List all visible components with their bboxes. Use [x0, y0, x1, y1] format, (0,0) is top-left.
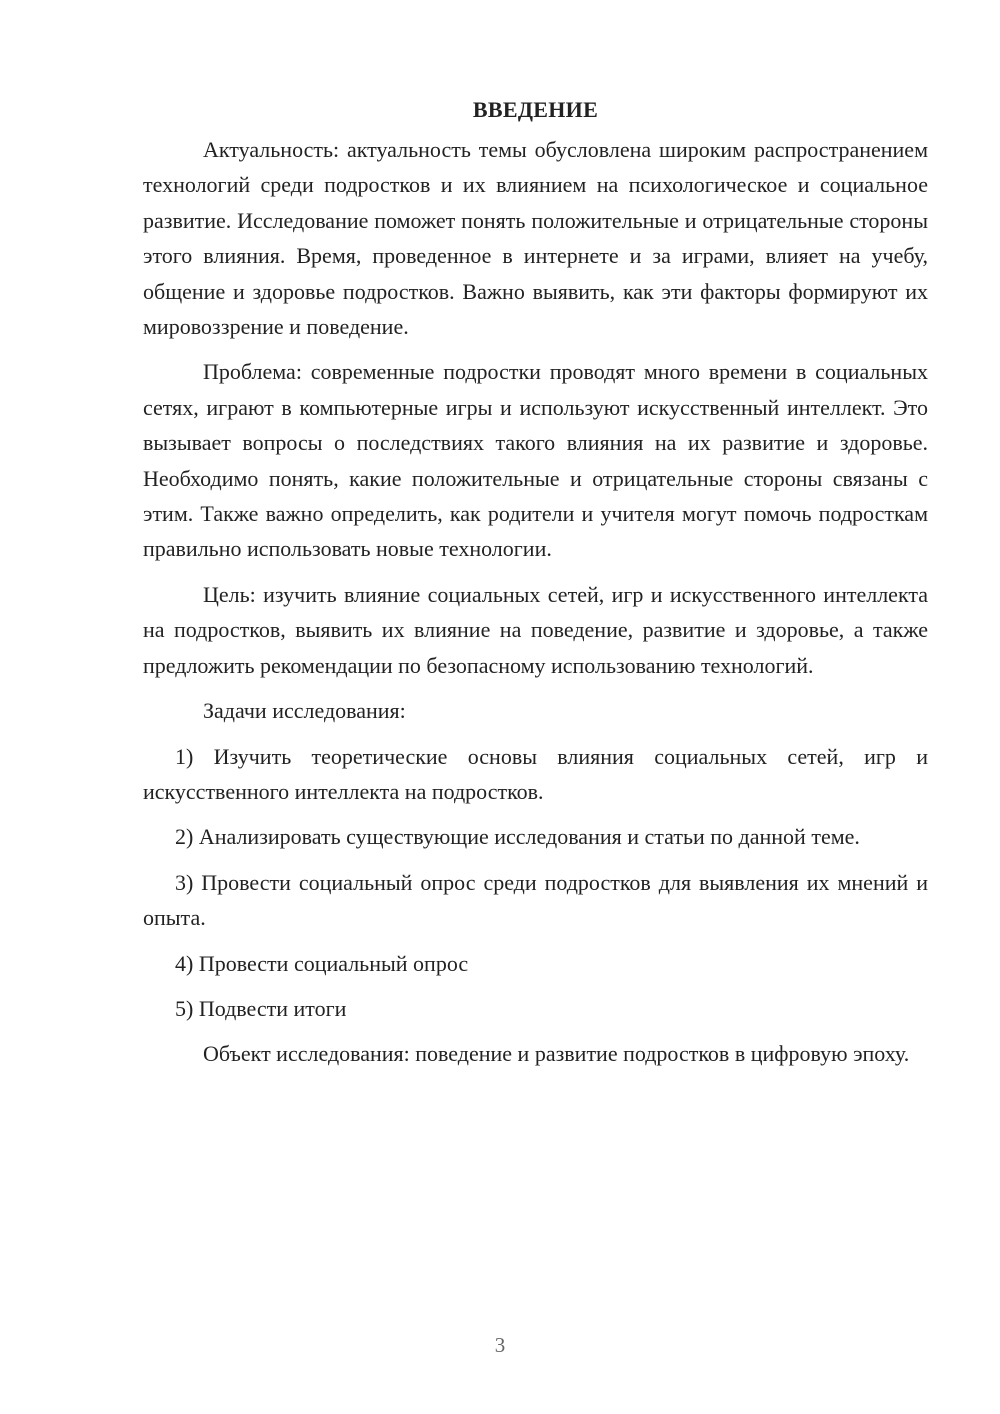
task-item-3: 3) Провести социальный опрос среди подростков для выявления их мнений и опыта.	[143, 869, 928, 931]
tasks-heading: Задачи исследования:	[203, 698, 406, 724]
task-item-2: 2) Анализировать существующие исследования и статьи по данной теме.	[175, 824, 860, 850]
section-title: ВВЕДЕНИЕ	[472, 97, 599, 122]
paragraph-object: Объект исследования: поведение и развитие подростков в цифровую эпоху.	[203, 1041, 910, 1067]
paragraph-problem: Проблема: современные подростки проводят много времени в социальных сетях, играют в компьютерные игры и используют искусственный интеллект. Это вызывает вопросы о последствиях такого влияния на их развитие и здоровье. Необходимо понять, какие положительные и отрицательные стороны связаны с этим. Также важно определить, как родители и учителя могут помочь подросткам правильно использовать новые технологии.	[143, 359, 928, 562]
task-item-1: 1) Изучить теоретические основы влияния социальных сетей, игр и искусственного интеллекта на подростков.	[143, 743, 928, 804]
document-page	[143, 92, 928, 1082]
task-item-4: 4) Провести социальный опрос	[175, 950, 469, 976]
paragraph-goal: Цель: изучить влияние социальных сетей, игр и искусственного интеллекта на подростков, выявить их влияние на поведение, развитие и здоровье, а также предложить рекомендации по безопасному использованию технологий.	[143, 581, 928, 678]
task-item-5: 5) Подвести итоги	[175, 995, 347, 1021]
page-number: 3	[494, 1333, 506, 1357]
paragraph-relevance: Актуальность: актуальность темы обусловлена широким распространением технологий среди подростков и их влиянием на психологическое и социальное развитие. Исследование поможет понять положительные и отрицательные стороны этого влияния. Время, проведенное в интернете и за играми, влияет на учебу, общение и здоровье подростков. Важно выявить, как эти факторы формируют их мировоззрение и поведение.	[143, 137, 928, 340]
